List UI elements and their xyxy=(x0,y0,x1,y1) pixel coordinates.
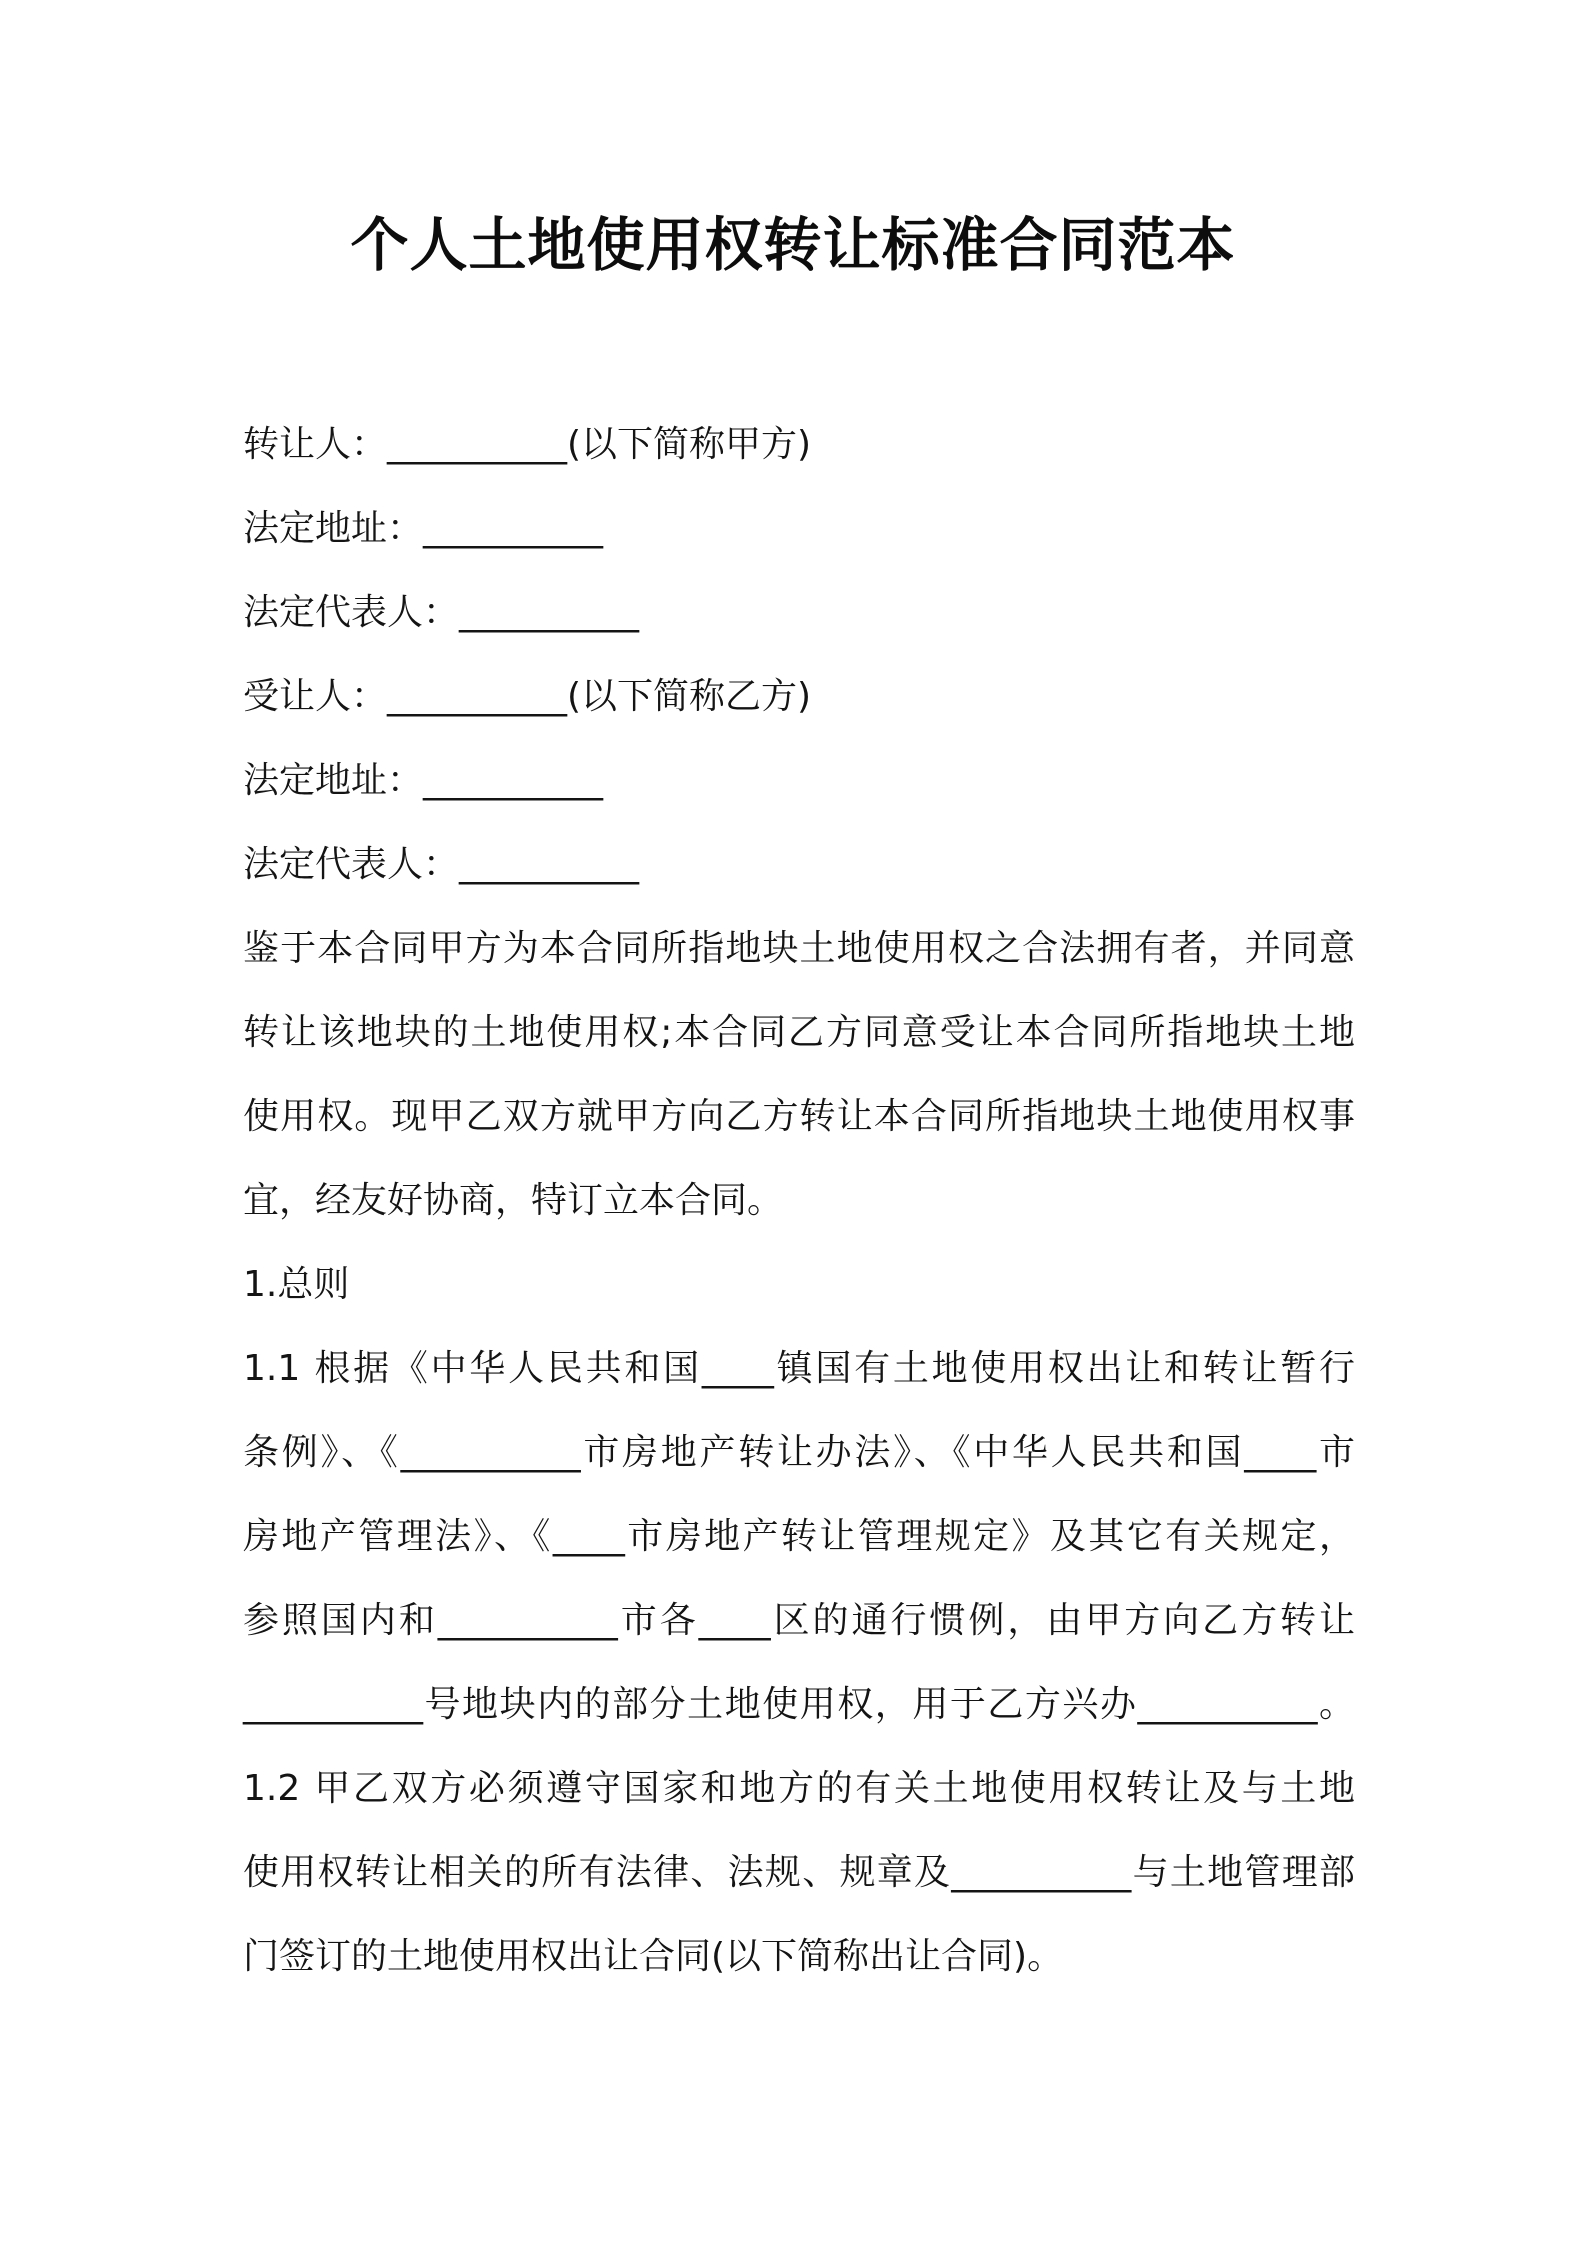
party-transferee-representative: 法定代表人：__________ xyxy=(243,844,640,885)
clause-line: 条例》、《__________市房地产转让办法》、《中华人民共和国____市 xyxy=(243,1432,1355,1473)
clause-line: __________号地块内的部分土地使用权，用于乙方兴办__________。 xyxy=(243,1684,1355,1725)
party-transferee: 受让人：__________(以下简称乙方) xyxy=(243,676,812,717)
party-transferor: 转让人：__________(以下简称甲方) xyxy=(243,424,812,465)
party-transferor-representative: 法定代表人：__________ xyxy=(243,592,640,633)
clause-line: 房地产管理法》、《____市房地产转让管理规定》及其它有关规定， xyxy=(243,1516,1355,1557)
clause-line: 参照国内和__________市各____区的通行惯例，由甲方向乙方转让 xyxy=(243,1600,1355,1641)
clause-line: 使用权转让相关的所有法律、法规、规章及__________与土地管理部 xyxy=(243,1852,1355,1893)
preamble-paragraph xyxy=(243,907,1355,1243)
preamble-line: 鉴于本合同甲方为本合同所指地块土地使用权之合法拥有者，并同意 xyxy=(243,928,1355,969)
section-heading: 1.总则 xyxy=(243,1264,350,1305)
preamble-line: 转让该地块的土地使用权;本合同乙方同意受让本合同所指地块土地 xyxy=(243,1012,1355,1053)
document-body xyxy=(243,403,1355,1999)
clause-1-2 xyxy=(243,1747,1355,1999)
clause-line: 门签订的土地使用权出让合同(以下简称出让合同)。 xyxy=(243,1936,1064,1977)
party-transferor-address: 法定地址：__________ xyxy=(243,508,604,549)
clause-1-1 xyxy=(243,1327,1355,1747)
clause-line: 1.2 甲乙双方必须遵守国家和地方的有关土地使用权转让及与土地 xyxy=(243,1768,1355,1809)
preamble-line: 宜，经友好协商，特订立本合同。 xyxy=(243,1180,784,1221)
preamble-line: 使用权。现甲乙双方就甲方向乙方转让本合同所指地块土地使用权事 xyxy=(243,1096,1355,1137)
party-transferee-address: 法定地址：__________ xyxy=(243,760,604,801)
clause-line: 1.1 根据《中华人民共和国____镇国有土地使用权出让和转让暂行 xyxy=(243,1348,1355,1389)
document-title: 个人土地使用权转让标准合同范本 xyxy=(350,211,1236,279)
